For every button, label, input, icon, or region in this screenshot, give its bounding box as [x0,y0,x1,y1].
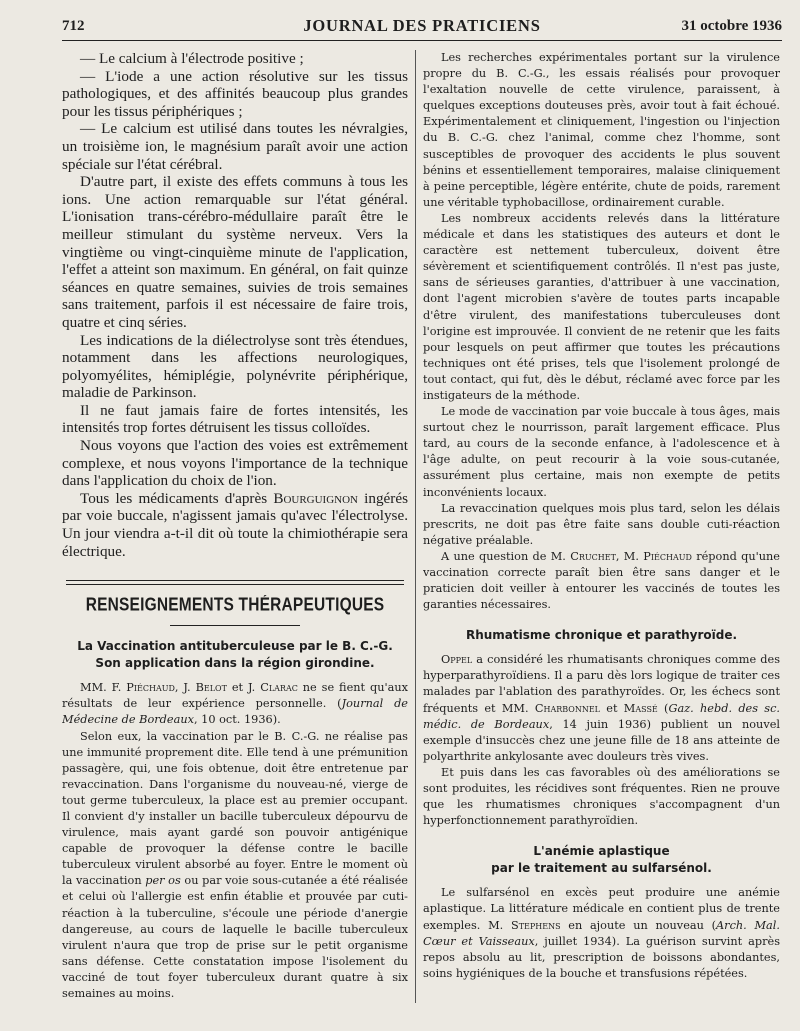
paragraph: A une question de M. Cruchet, M. Piéchaud répond qu'une vaccination correcte paraît bien être sans danger et le praticien doit veiller à entourer les vaccinés de toutes les garanties nécessaires. [423,549,780,612]
paragraph: Il ne faut jamais faire de fortes intensités, les intensités trop fortes détruisent les tissus colloïdes. [62,401,408,437]
paragraph: Les recherches expérimentales portant sur la virulence propre du B. C.-G., les essais réalisés pour provoquer l'exaltation nouvelle de cette virulence, paraissent, à quelques exceptions douteuses près, avoir tout à fait échoué. Expérimentalement et cliniquement, l'ingestion ou l'injection du B. C.-G. chez l'animal, comme chez l'homme, sont susceptibles de provoquer des accidents le plus souvent bénins et essentiellement temporaires, malaise cliniquement à peine perceptible, légère entérite, chute de poids, rarement une véritable typhobacillose, ordinairement curable. [423,51,780,209]
section-divider [66,580,404,585]
paragraph: Les indications de la diélectrolyse sont très étendues, notamment dans les affections neurologiques, polyomyélites, hémiplégie, polynévrite périphérique, maladie de Parkinson. [62,331,408,402]
column-rule [415,50,416,1003]
article-body [423,885,780,982]
paragraph: Le mode de vaccination par voie buccale à tous âges, mais surtout chez le nourrisson, paraît largement efficace. Plus tard, au cours de la seconde enfance, à l'adolescence et à l'âge adulte, on peut recourir à la voie sous-cutanée, assurément plus certaine, mais non exempte de petits inconvénients locaux. [423,405,780,499]
paragraph: D'autre part, il existe des effets communs à tous les ions. Une action remarquable sur l'état général. L'ionisation trans-cérébro-médullaire paraît être le meilleur stimulant du système nerveux. Vers la vingtième ou vingt-cinquième minute de l'application, l'effet a atteint son maximum. En général, on fait quinze séances en quatre semaines, suivies de trois semaines sans traitement, parfois il est nécessaire de faire trois, quatre et cinq séries. [62,173,408,331]
article-continuation [423,50,780,613]
article-body [62,680,408,1002]
paragraph: Oppel a considéré les rhumatisants chroniques comme des hyperparathyroïdiens. Il a paru dès lors logique de traiter ces malades par l'ablation des parathyroïdes. Or, les échecs sont fréquents et MM. Charbonnel et Massé (Gaz. hebd. des sc. médic. de Bordeaux, 14 juin 1936) publient un nouvel exemple d'insuccès chez une jeune fille de 18 ans atteinte de polyarthrite ankylosante avec douleurs très vives. [423,653,780,763]
article-byline: MM. F. Piéchaud, J. Belot et J. Clarac ne se fient qu'aux résultats de leur expérience personnelle. (Journal de Médecine de Bordeaux, 10 oct. 1936). [62,681,408,727]
paragraph: Tous les médicaments d'après Bourguignon ingérés par voie buccale, n'agissent jamais qu'avec l'électrolyse. Un jour viendra a-t-il dit où toute la chimiothérapie sera électrique. [62,489,408,560]
title-underline [170,625,300,626]
right-column [423,50,780,1021]
paragraph: Nous voyons que l'action des voies est extrêmement complexe, et nous voyons l'importance de la technique dans l'application du choix de l'ion. [62,437,408,490]
paragraph: Et puis dans les cas favorables où des améliorations se sont produites, les récidives sont fréquentes. Rien ne prouve que les rhumatismes chroniques s'accompagnent d'un hyperfonctionnement parathyroïdien. [423,765,780,828]
diélectrolyse-continuation [62,50,408,560]
article-title: L'anémie aplastique par le traitement au sulfarsénol. [491,844,712,876]
paragraph: — Le calcium est utilisé dans toutes les névralgies, un troisième ion, le magnésium paraît avoir une action spéciale sur l'état cérébral. [62,120,408,173]
article-title: Rhumatisme chronique et parathyroïde. [465,628,738,643]
paragraph: Le sulfarsénol en excès peut produire une anémie aplastique. La littérature médicale en contient plus de trente exemples. M. Stephens en ajoute un nouveau (Arch. Mal. Cœur et Vaisseaux, juillet 1934). La guérison survint après repos absolu au lit, prescription de boissons abondantes, soins hygiéniques de la bouche et transfusions répétées. [423,886,780,980]
journal-title: JOURNAL DES PRATICIENS [303,16,541,35]
page-header [62,14,782,41]
page-number: 712 [62,18,85,34]
paragraph: — L'iode a une action résolutive sur les tissus pathologiques, et des affinités beaucoup plus grandes pour les tissus périphériques ; [62,67,408,120]
section-title: RENSEIGNEMENTS THÉRAPEUTIQUES [85,595,385,616]
paragraph: Selon eux, la vaccination par le B. C.-G. ne réalise pas une immunité proprement dite. Elle tend à une prémunition passagère, qui, une fois obtenue, doit être entretenue par revaccination. Dans l'organisme du nouveau-né, vierge de tout germe tuberculeux, la place est au premier occupant. Il convient d'y installer un bacille tuberculeux dépourvu de virulence, mais ayant gardé son pouvoir antigénique capable de provoquer la défense contre le bacille tuberculeux virulent absorbé au foyer. Entre le moment où la vaccination per os ou par voie sous-cutanée a été réalisée et celui où l'allergie est enfin établie et prouvée par cuti-réaction à la tuberculine, s'écoule une période d'anergie dangereuse, au cours de laquelle le bacille tuberculeux virulent n'aura que trop de prise sur le petit organisme sans défense. Cette constatation impose l'isolement du vacciné de tout foyer tuberculeux durant quatre à six semaines au moins. [62,729,408,1000]
paragraph: Les nombreux accidents relevés dans la littérature médicale et dans les statistiques des auteurs et dont le caractère est nettement tuberculeux, doivent être sévèrement et scientifiquement contrôlés. Il n'est pas juste, sans de sérieuses garanties, d'attribuer à une vaccination, dont l'agent microbien s'avère de toutes parts incapable d'être virulent, des manifestations tuberculeuses dont l'origine est improuvée. Il convient de ne retenir que les faits pour lesquels on peut affirmer que toutes les précautions techniques ont été prises, tels que l'isolement prolongé de tout contact, qui fut, dès le début, réclamé avec force par les instigateurs de la méthode. [423,211,780,402]
issue-date: 31 octobre 1936 [681,18,782,34]
left-column [62,50,408,1021]
author-name: Bourguignon [273,489,358,507]
article-title: La Vaccination antituberculeuse par le B. C.-G. Son application dans la région girondine. [77,639,393,671]
paragraph: — Le calcium à l'électrode positive ; [80,50,304,67]
article-body [423,652,780,829]
paragraph: La revaccination quelques mois plus tard, selon les délais prescrits, ne doit pas être faite sans double cuti-réaction négative préalable. [423,501,780,547]
